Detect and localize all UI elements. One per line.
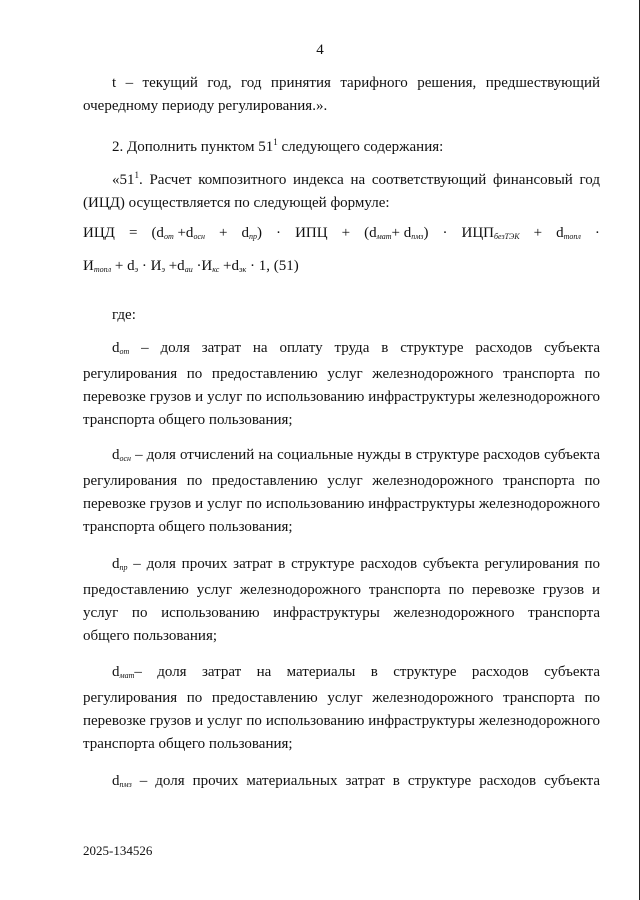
- formula-dot-3: ·: [594, 225, 600, 241]
- formula-lhs: ИЦД: [83, 225, 115, 241]
- document-code: 2025-134526: [83, 843, 153, 858]
- formula-ipc: ИПЦ: [295, 225, 328, 241]
- formula-dot-1: ·: [276, 225, 282, 241]
- definition-d-pr: $d_{пр}$ – доля прочих затрат в структуре расходов субъекта регулирования по предоставлению услуг железнодорожного транспорта по перевозке грузов и услуг по использованию инфраструктуры железнодорожного транспорта общего пользования;: [83, 556, 600, 644]
- paragraph-add-point: [83, 131, 600, 159]
- formula-dot-2: ·: [442, 225, 448, 241]
- composite-post: . Расчет композитного индекса на соответствующий финансовый год (ИЦД) осуществляется по следующей формуле:: [83, 172, 600, 211]
- formula-d-pr: $d_{пр}$): [241, 225, 262, 241]
- formula-plus-2: +: [341, 225, 351, 241]
- formula-plus-1: +: [219, 225, 228, 241]
- composite-sup: 1: [134, 170, 139, 180]
- definition-d-pmz: $d_{пмз}$ – доля прочих материальных затрат в структуре расходов субъекта: [112, 773, 600, 789]
- formula-icp: $ИЦП_{безТЭК}$: [461, 225, 520, 241]
- formula-group-2: $(d_{мат}+ d_{пмз})$: [364, 225, 429, 241]
- page-number: 4: [316, 42, 324, 58]
- add-point-sup: 1: [273, 137, 278, 147]
- definition-d-ot: $d_{от}$ – доля затрат на оплату труда в структуре расходов субъекта регулирования по предоставлению услуг железнодорожного транспорта по перевозке грузов и услуг по использованию инфраструктуры железнодорожного транспорта общего пользования;: [83, 340, 600, 428]
- definition-d-mat: $d_{мат}-$ доля затрат на материалы в структуре расходов субъекта регулирования по предоставлению услуг железнодорожного транспорта по перевозке грузов и услуг по использованию инфраструктуры железнодорожного транспорта общего пользования;: [83, 664, 600, 752]
- formula-group-1: ($d_{от} +d_{осн}$: [151, 225, 205, 241]
- add-point-post: следующего содержания:: [277, 139, 444, 155]
- composite-pre: «51: [112, 172, 135, 188]
- formula-plus-3: +: [533, 225, 543, 241]
- formula-line-2: $И_{топл} + d_э \cdot И_э +d_{аи} \cdot И_{кс} +d_{эк} \cdot 1$, (51): [83, 258, 299, 274]
- formula-eq: =: [128, 225, 138, 241]
- add-point-pre: 2. Дополнить пунктом 51: [112, 139, 274, 155]
- formula-d-topl: $d_{топл}$: [556, 225, 581, 241]
- definition-d-osn: $d_{осн}$ – доля отчислений на социальные нужды в структуре расходов субъекта регулирования по предоставлению услуг железнодорожного транспорта по перевозке грузов и услуг по использованию инфраструктуры железнодорожного транспорта общего пользования;: [83, 447, 600, 535]
- formula-line-1: [83, 225, 600, 242]
- paragraph-composite-index: [83, 164, 600, 215]
- paragraph-current-year: t – текущий год, год принятия тарифного решения, предшествующий очередному периоду регулирования.».: [83, 75, 600, 114]
- paragraph-where: где:: [112, 307, 136, 323]
